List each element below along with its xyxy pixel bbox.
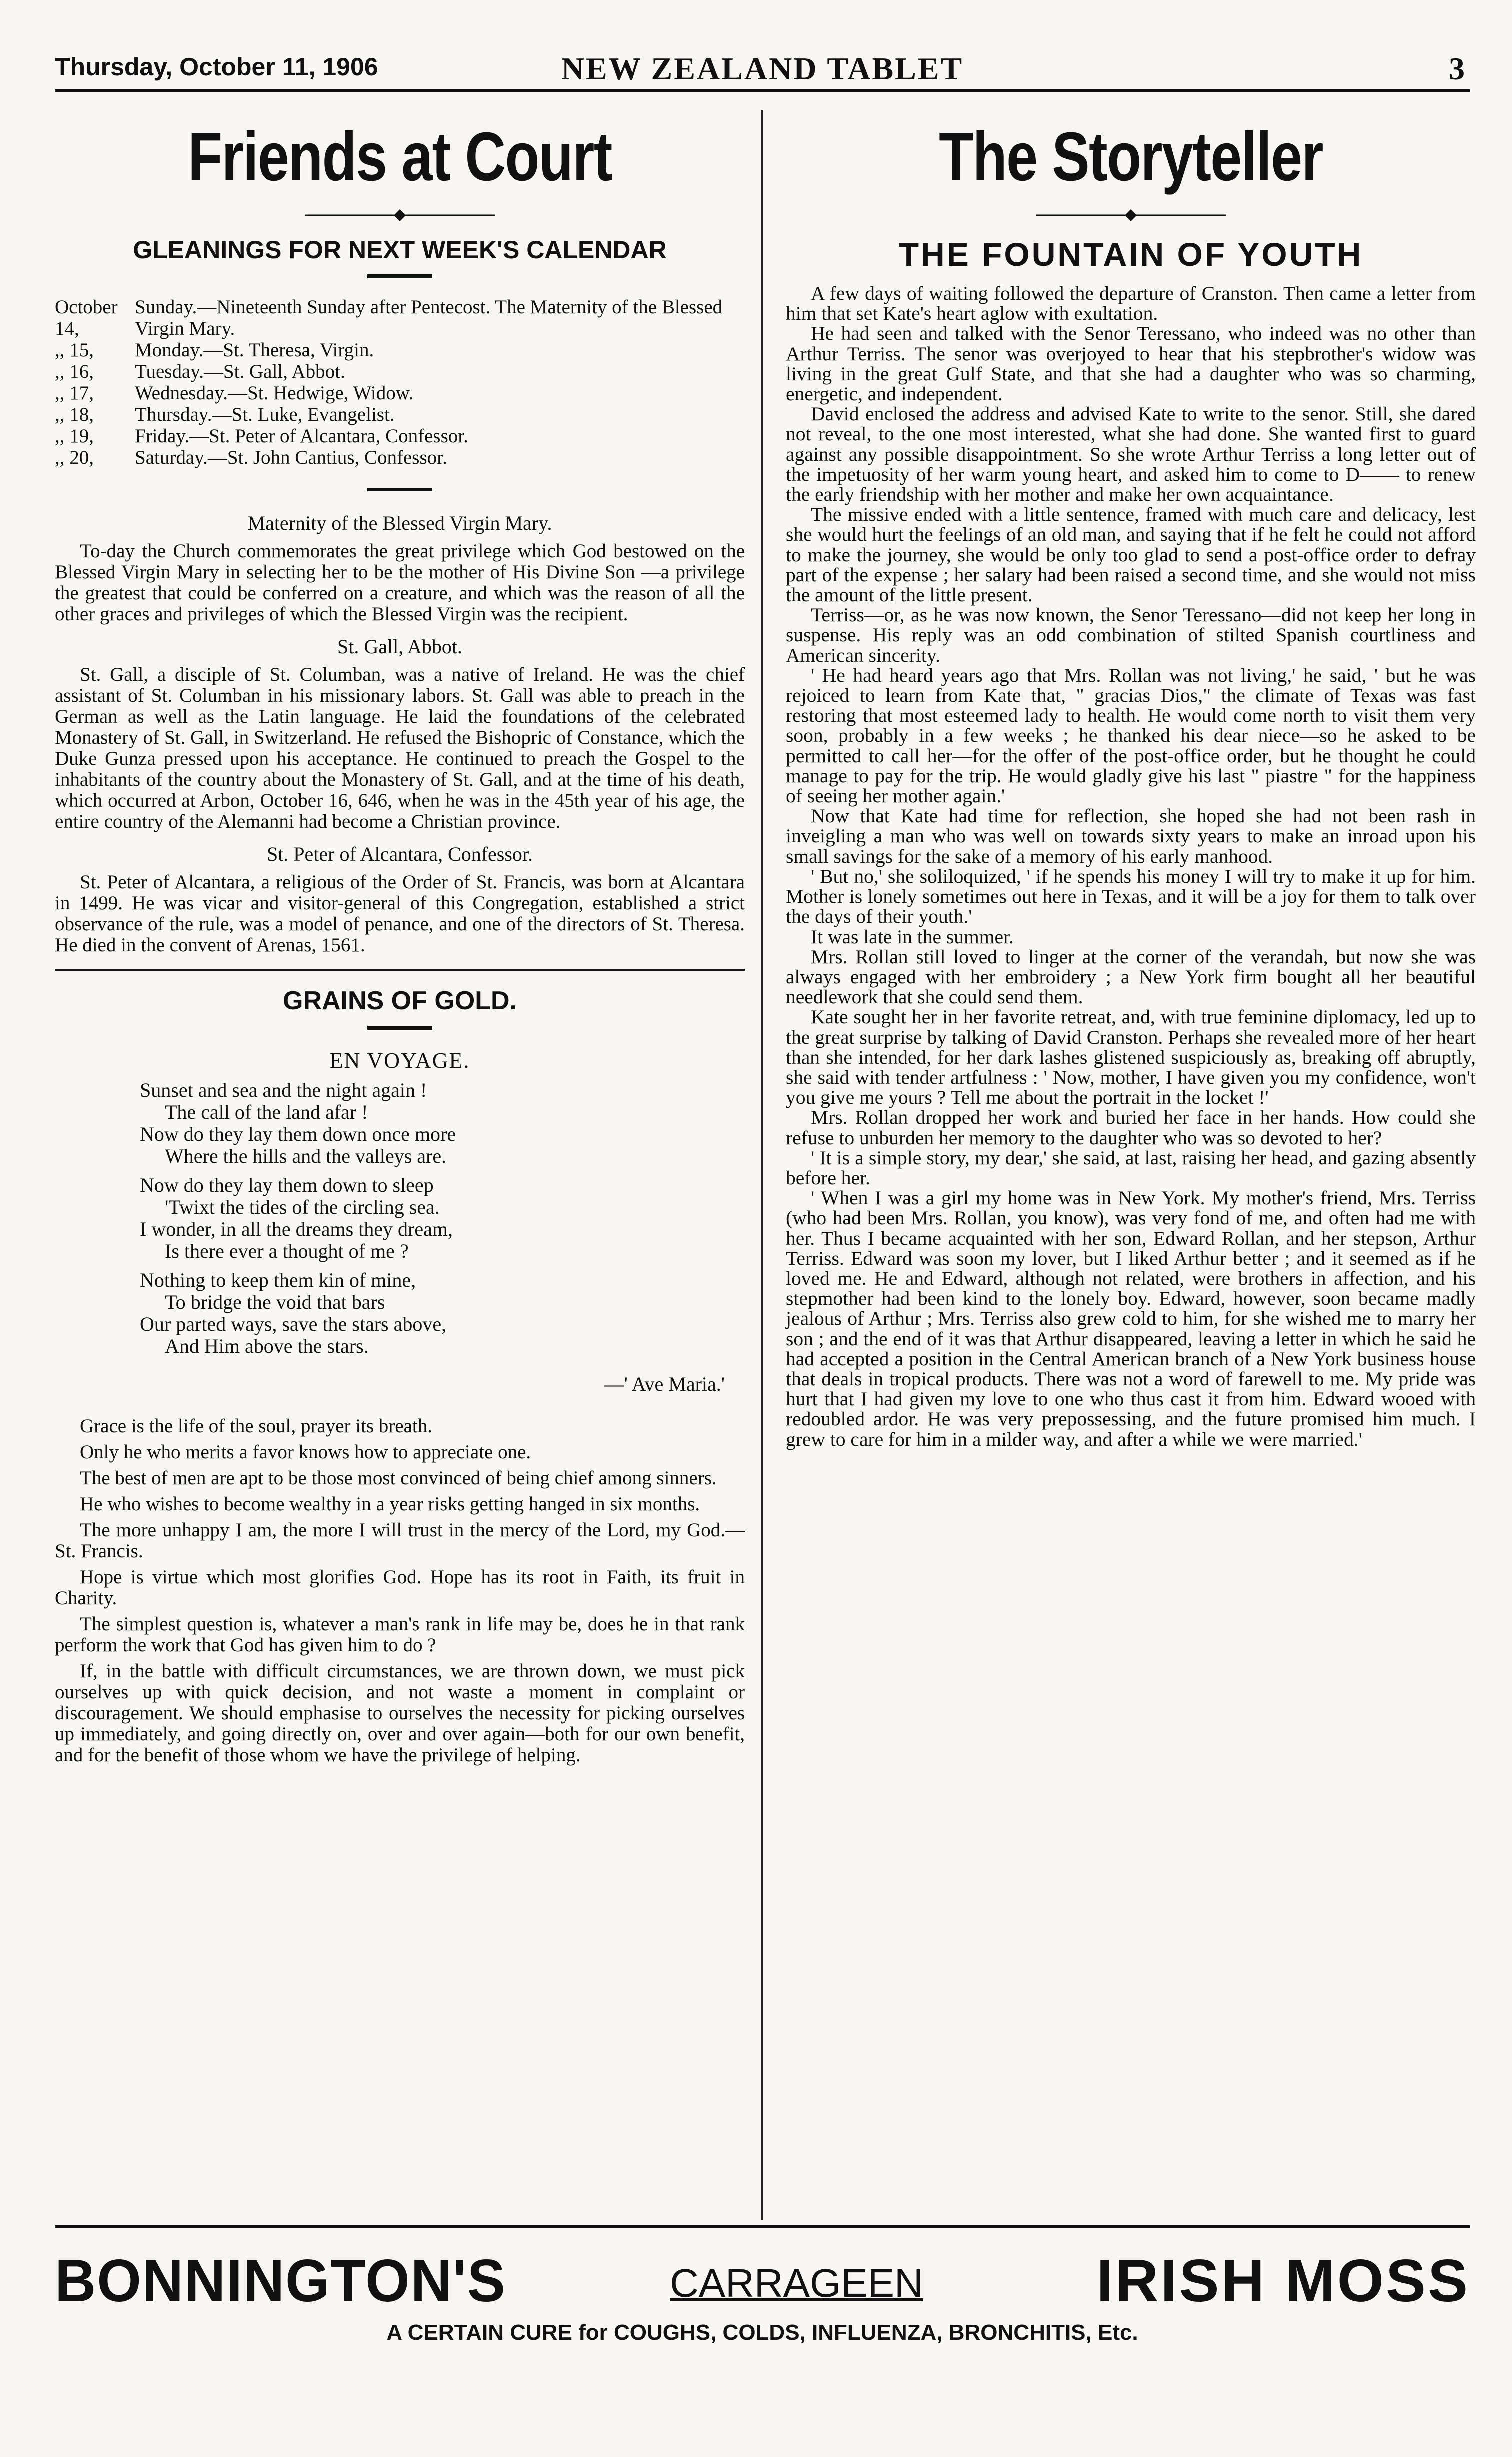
left-column (55, 114, 745, 1771)
story-paragraph: He had seen and talked with the Senor Teressano, who indeed was no other than Arthur Terriss. The senor was overjoyed to hear that his stepbrother's widow was living in the great Gulf State, and that she had a daughter who was so charming, energetic, and independent. (786, 322, 1476, 405)
calendar-entry: ,, 19, Friday.—St. Peter of Alcantara, Confessor. (55, 425, 468, 447)
ornament-rule-icon (305, 209, 495, 221)
story-paragraph: David enclosed the address and advised Kate to write to the senor. Still, she dared not reveal, to the one most interested, what she had done. She wanted first to guard against any possible disappointment. So she wrote Arthur Terriss a long letter out of the impetuosity of her warm young heart, and asked him to come to D—— to renew the early friendship with her mother and make her own acquaintance. (786, 403, 1476, 506)
poem-line: I wonder, in all the dreams they dream, (140, 1218, 453, 1240)
poem-line: Our parted ways, save the stars above, (140, 1313, 447, 1335)
article-paragraph: St. Gall, a disciple of St. Columban, was a native of Ireland. He was the chief assistant of St. Columban in his missionary labors. St. Gall was able to preach in the German as well as the Latin language. He laid the foundations of the celebrated Monastery of St. Gall, in Switzerland. He refused the Bishopric of Constance, which the Duke Gunza pressed upon his acceptance. He continued to preach the Gospel to the inhabitants of the country about the Monastery of St. Gall, and at the time of his death, which occurred at Arbon, October 16, 646, when he was in the 45th year of his age, the entire country of the Alemanni had become a Christian province. (55, 664, 745, 832)
poem-line: Now do they lay them down to sleep (140, 1174, 434, 1196)
section-title-friends-at-court: Friends at Court (188, 118, 612, 195)
article-paragraph: St. Peter of Alcantara, a religious of the Order of St. Francis, was born at Alcantara in 1499. He was vicar and visitor-general of this Congregation, established a strict observance of the rule, was a model of penance, and one of the directors of St. Theresa. He died in the convent of Arenas, 1561. (55, 871, 745, 956)
poem-attribution: —' Ave Maria.' (604, 1373, 725, 1395)
poem-line: Now do they lay them down once more (140, 1123, 456, 1145)
maxim: Grace is the life of the soul, prayer its breath. (80, 1415, 432, 1437)
poem-line: Sunset and sea and the night again ! (140, 1079, 428, 1101)
calendar-entry: ,, 18, Thursday.—St. Luke, Evangelist. (55, 404, 395, 425)
feast-heading: St. Gall, Abbot. (337, 635, 463, 658)
page-header (55, 48, 1470, 92)
story-paragraph: Terriss—or, as he was now known, the Senor Teressano—did not keep her long in suspense. His reply was an odd combination of stilted Spanish courtliness and American sincerity. (786, 604, 1476, 666)
advertisement (55, 2236, 1470, 2314)
short-rule (368, 1026, 432, 1030)
calendar-entry: October 14, Sunday.—Nineteenth Sunday after Pentecost. The Maternity of the Blessed Virgin Mary. (55, 296, 723, 339)
poem-line: The call of the land afar ! (165, 1101, 368, 1123)
right-column (786, 114, 1476, 1449)
story-paragraph: It was late in the summer. (811, 925, 1014, 948)
grains-of-gold-heading: GRAINS OF GOLD. (283, 986, 517, 1015)
maxim: The more unhappy I am, the more I will trust in the mercy of the Lord, my God.—St. Francis. (55, 1519, 745, 1562)
issue-date: Thursday, October 11, 1906 (55, 53, 378, 81)
advert-brand: BONNINGTON'S (55, 2247, 506, 2314)
poem-line: Is there ever a thought of me ? (165, 1240, 409, 1262)
maxim: Only he who merits a favor knows how to appreciate one. (80, 1441, 532, 1463)
maxim: The simplest question is, whatever a man's rank in life may be, does he in that rank perform the work that God has given him to do ? (55, 1613, 745, 1656)
header-rule (55, 89, 1470, 92)
story-paragraph: ' But no,' she soliloquized, ' if he spends his money I will try to make it up for him. Mother is lonely sometimes out here in Texas, and it will be a joy for them to talk over the days of their youth.' (786, 865, 1476, 928)
page-number: 3 (1449, 51, 1465, 86)
calendar-entry: ,, 15, Monday.—St. Theresa, Virgin. (55, 339, 374, 361)
maxim: Hope is virtue which most glorifies God. Hope has its root in Faith, its fruit in Charity. (55, 1566, 745, 1609)
calendar-kicker: GLEANINGS FOR NEXT WEEK'S CALENDAR (133, 236, 667, 264)
advert-product-name: IRISH MOSS (1096, 2247, 1470, 2314)
poem-title: EN VOYAGE. (330, 1048, 470, 1073)
maxim: The best of men are apt to be those most convinced of being chief among sinners. (80, 1467, 717, 1489)
short-rule (368, 488, 432, 491)
calendar-list (55, 296, 745, 468)
poem (55, 1079, 745, 1357)
feast-heading: Maternity of the Blessed Virgin Mary. (248, 512, 552, 534)
poem-line: To bridge the void that bars (165, 1291, 386, 1313)
story-paragraph: ' He had heard years ago that Mrs. Rollan was not living,' he said, ' but he was rejoiced to learn from Kate that, " gracias Dios," the climate of Texas was fast restoring that most esteemed lady to health. He would come north to visit them very soon, probably in a few weeks ; he thanked his dear niece—so he asked to be permitted to call her—for the offer of the post-office order, but he thought he could manage to pay for the trip. He would gladly give his last " piastre " for the happiness of seeing her mother again.' (786, 664, 1476, 807)
story-paragraph: Mrs. Rollan dropped her work and buried her face in her hands. How could she refuse to unburden her memory to the daughter who was so devoted to her? (786, 1106, 1476, 1149)
story-paragraph: ' It is a simple story, my dear,' she said, at last, raising her head, and gazing absently before her. (786, 1146, 1476, 1189)
story-paragraph: A few days of waiting followed the departure of Cranston. Then came a letter from him that set Kate's heart aglow with exultation. (786, 282, 1476, 325)
maxim: He who wishes to become wealthy in a year risks getting hanged in six months. (80, 1493, 700, 1515)
story-paragraph: ' When I was a girl my home was in New York. My mother's friend, Mrs. Terriss (who had been Mrs. Rollan, you know), was very fond of me, and often had me with her. Thus I became acquainted with her son, Edward Rollan, and her stepson, Arthur Terriss. Edward was soon my lover, but I liked Arthur better ; and it seemed as if he loved me. He and Edward, although not related, were brothers in affection, and his stepmother had been kind to the lonely boy. Edward, however, soon became madly jealous of Arthur ; Mrs. Terriss also grew cold to him, for she wished me to marry her son ; and the end of it was that Arthur disappeared, leaving a letter in which he said he had accepted a position in the Central American branch of a New York business house that deals in tropical products. There was not a word of farewell to me. My pride was hurt that I had given my love to one who thus cast it from him. Edward wooed with redoubled ardor. He was very prepossessing, and the future promised him much. I grew to care for him in a milder way, and after a while we were married.' (786, 1187, 1476, 1450)
advert-tagline: A CERTAIN CURE for COUGHS, COLDS, INFLUENZA, BRONCHITIS, Etc. (386, 2320, 1138, 2345)
story-heading: THE FOUNTAIN OF YOUTH (898, 236, 1364, 273)
ornament-rule-icon (1036, 209, 1226, 221)
section-title-storyteller: The Storyteller (939, 118, 1323, 195)
calendar-entry: ,, 20, Saturday.—St. John Cantius, Confessor. (55, 447, 448, 468)
poem-line: And Him above the stars. (165, 1335, 369, 1357)
calendar-entry: ,, 16, Tuesday.—St. Gall, Abbot. (55, 361, 346, 382)
article-paragraph: To-day the Church commemorates the great privilege which God bestowed on the Blessed Virgin Mary in selecting her to be the mother of His Divine Son —a privilege the greatest that could be conferred on a creature, and which was the reason of all the other graces and privileges of which the Blessed Virgin was the recipient. (55, 540, 745, 625)
maxim: If, in the battle with difficult circumstances, we are thrown down, we must pick ourselves up with quick decision, and not waste a moment in complaint or discouragement. We should emphasise to ourselves the necessity for picking ourselves up immediately, and going directly on, over and over again—both for our own benefit, and for the benefit of those whom we have the privilege of helping. (55, 1660, 745, 1766)
feast-heading: St. Peter of Alcantara, Confessor. (266, 843, 534, 865)
calendar-entry: ,, 17, Wednesday.—St. Hedwige, Widow. (55, 382, 414, 404)
story-paragraph: The missive ended with a little sentence, framed with much care and delicacy, lest she would hurt the feelings of an old man, and saying that if he felt he could not afford to make the journey, she would be only too glad to send a post-office order to defray part of the expense ; her salary had been raised a second time, and she would not miss the amount of the little present. (786, 503, 1476, 606)
story-paragraph: Now that Kate had time for reflection, she hoped she had not been rash in inveigling a man who was well on towards sixty years to make an inroad upon his small savings for the sake of a memory of his early manhood. (786, 805, 1476, 867)
poem-line: 'Twixt the tides of the circling sea. (165, 1196, 440, 1218)
story-paragraph: Mrs. Rollan still loved to linger at the corner of the verandah, but now she was always engaged with her embroidery ; a New York firm bought all her beautiful needlework that she could send them. (786, 945, 1476, 1008)
poem-line: Nothing to keep them kin of mine, (140, 1269, 416, 1291)
advert-product: CARRAGEEN (670, 2261, 924, 2305)
advert-rule (55, 2225, 1470, 2228)
poem-line: Where the hills and the valleys are. (165, 1145, 447, 1167)
column-divider (761, 110, 763, 2220)
newspaper-title: NEW ZEALAND TABLET (561, 51, 964, 86)
story-paragraph: Kate sought her in her favorite retreat, and, with true feminine diplomacy, led up to the great surprise by talking of David Cranston. Perhaps she revealed more of her heart than she intended, for her dark lashes glistened suspiciously as, breaking off abruptly, she said with tender artfulness : ' Now, mother, I have given you my confidence, won't you give me yours ? Tell me about the portrait in the locket !' (786, 1006, 1476, 1109)
short-rule (368, 274, 432, 278)
section-rule (55, 969, 745, 971)
